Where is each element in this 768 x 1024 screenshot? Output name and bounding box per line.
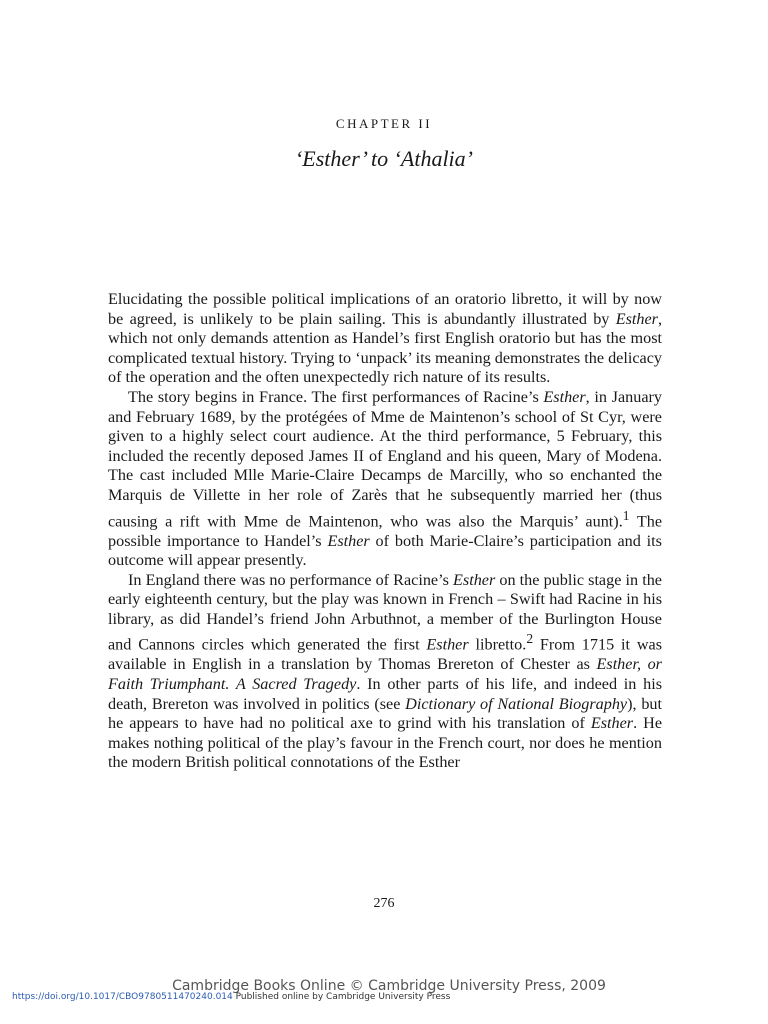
chapter-title: ‘Esther’ to ‘Athalia’ [294, 146, 473, 171]
paragraph-1: Elucidating the possible political implications of an oratorio libretto, it will by now be agreed, is unlikely to be plain sailing. This is abundantly illustrated by Esther, which not only demands attention as Handel’s first English oratorio but has the most complicated textual history. Trying to ‘unpack’ its meaning demonstrates the delicacy of the operation and the often unexpectedly rich nature of its results. [108, 290, 662, 387]
footer-line [12, 992, 450, 1002]
page-number: 276 [373, 896, 395, 911]
chapter-label: CHAPTER II [335, 116, 433, 131]
doi-link[interactable]: https://doi.org/10.1017/CBO9780511470240.014 [12, 992, 233, 1002]
paragraph-2: The story begins in France. The first performances of Racine’s Esther, in January and February 1689, by the protégées of Mme de Maintenon’s school of St Cyr, were given to a highly select court audience. At the third performance, 5 February, this included the recently deposed James II of England and his queen, Mary of Modena. The cast included Mlle Marie-Claire Decamps de Marcilly, who so enchanted the Marquis de Villette in her role of Zarès that he subsequently married her (thus causing a rift with Mme de Maintenon, who was also the Marquis’ aunt).$^1$ The possible importance to Handel’s Esther of both Marie-Claire’s participation and its outcome will appear presently. [108, 387, 663, 570]
footer-publisher: Cambridge Books Online © Cambridge University Press, 2009 [172, 978, 606, 994]
body-text [108, 290, 662, 773]
paragraph-3: In England there was no performance of Racine’s Esther on the public stage in the early eighteenth century, but the play was known in French – Swift had Racine in his library, as did Handel’s friend John Arbuthnot, a member of the Burlington House and Cannons circles which generated the first Esther libretto.$^2$ From 1715 it was available in English in a translation by Thomas Brereton of Chester as Esther, or Faith Triumphant. A Sacred Tragedy. In other parts of his life, and indeed in his death, Brereton was involved in politics (see Dictionary of National Biography), but he appears to have had no political axe to grind with his translation of Esther. He makes nothing political of the play’s favour in the French court, nor does he mention the modern British political connotations of the Esther [108, 570, 663, 772]
published-online-text: Published online by Cambridge University Press [235, 992, 451, 1002]
